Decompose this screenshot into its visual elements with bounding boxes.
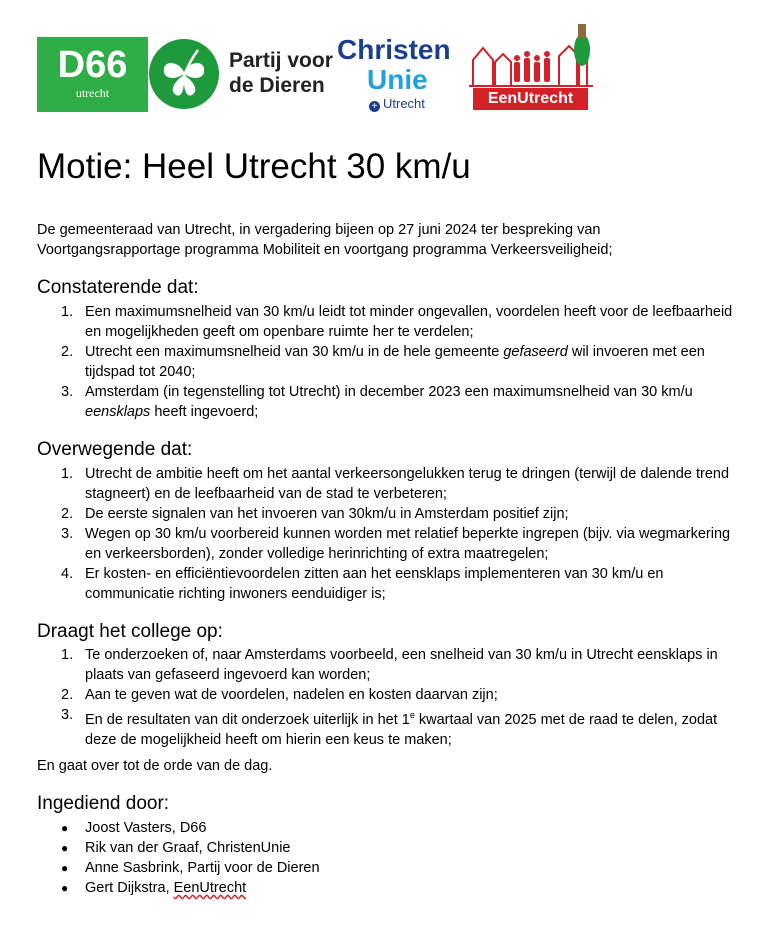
bullet-icon: ●: [61, 841, 69, 855]
d66-logo-name: D66: [57, 44, 128, 86]
item-number: 2.: [61, 506, 74, 522]
item-emphasis: eensklaps: [85, 404, 151, 420]
item-number: 1.: [61, 466, 74, 482]
list-item: [37, 685, 742, 705]
list-item: [37, 524, 742, 564]
item-number: 3.: [61, 707, 74, 723]
list-item: [37, 342, 742, 382]
eenutrecht-logo-label: EenUtrecht: [473, 88, 588, 110]
pvdd-line1: Partij voor: [229, 49, 333, 72]
item-text: Utrecht een maximumsnelheid van 30 km/u in de hele gemeente: [85, 344, 504, 360]
list-item: [37, 302, 742, 342]
constaterende-list: [37, 302, 742, 422]
closing-line: En gaat over tot de orde van de dag.: [37, 758, 273, 774]
submitter-name: Rik van der Graaf, ChristenUnie: [85, 840, 291, 856]
item-text: Te onderzoeken of, naar Amsterdams voorbeeld, een snelheid van 30 km/u in Utrecht eensklaps in plaats van gefaseerd ingevoerd kan worden;: [85, 647, 718, 683]
logo-bar: [37, 18, 607, 114]
pvdd-emblem-icon: [148, 38, 220, 110]
ingediend-list: [37, 818, 742, 898]
d66-logo: [37, 37, 148, 112]
list-item: [37, 838, 742, 858]
submitter-party-spellcheck: EenUtrecht: [173, 880, 247, 896]
list-item: [37, 504, 742, 524]
list-item: [37, 878, 742, 898]
item-number: 2.: [61, 687, 74, 703]
heading-draagt: Draagt het college op:: [37, 621, 223, 642]
bullet-icon: ●: [61, 861, 69, 875]
item-text: Utrecht de ambitie heeft om het aantal verkeersongelukken terug te dringen (terwijl de dalende trend stagneert) en de leefbaarheid van de stad te verbeteren;: [85, 466, 730, 502]
item-number: 3.: [61, 384, 74, 400]
list-item: [37, 858, 742, 878]
submitter-name: Anne Sasbrink, Partij voor de Dieren: [85, 860, 320, 876]
heading-overwegende: Overwegende dat:: [37, 439, 193, 460]
cu-plus-icon: +: [369, 101, 380, 112]
item-text: Wegen op 30 km/u voorbereid kunnen worden met relatief beperkte ingrepen (bijv. via wegmarkering en verkeersborden), zonder volledige herinrichting of extra maatregelen;: [85, 526, 731, 562]
heading-constaterende: Constaterende dat:: [37, 277, 199, 298]
item-number: 4.: [61, 566, 74, 582]
item-text: kwartaal van 2025 met de raad te delen, zodat deze de mogelijkheid heeft om hierin een keus te maken;: [85, 711, 718, 748]
item-number: 1.: [61, 304, 74, 320]
bullet-icon: ●: [61, 821, 69, 835]
list-item: [37, 818, 742, 838]
item-text: Een maximumsnelheid van 30 km/u leidt tot minder ongevallen, voordelen heeft voor de leefbaarheid en mogelijkheden geeft om openbare ruimte her te verdelen;: [85, 304, 733, 340]
list-item: [37, 645, 742, 685]
item-text: Aan te geven wat de voordelen, nadelen en kosten daarvan zijn;: [85, 687, 498, 703]
heading-ingediend: Ingediend door:: [37, 793, 170, 814]
page-title: Motie: Heel Utrecht 30 km/u: [37, 147, 471, 186]
overwegende-list: [37, 464, 742, 604]
cu-logo-line1: Christen: [337, 34, 451, 65]
cu-logo-sub: [369, 97, 425, 112]
d66-logo-sub: utrecht: [75, 86, 110, 100]
cu-logo-sub-text: Utrecht: [383, 96, 425, 111]
item-text: Er kosten- en efficiëntievoordelen zitten aan het eensklaps implementeren van 30 km/u en communicatie richting inwoners eenduidiger is;: [85, 566, 664, 602]
item-emphasis: gefaseerd: [503, 344, 568, 360]
item-number: 3.: [61, 526, 74, 542]
item-text: De eerste signalen van het invoeren van 30km/u in Amsterdam positief zijn;: [85, 506, 569, 522]
item-text: En de resultaten van dit onderzoek uiterlijk in het 1: [85, 711, 410, 728]
pvdd-line2: de Dieren: [229, 74, 325, 97]
submitter-name: Gert Dijkstra,: [85, 880, 174, 896]
item-text: Amsterdam (in tegenstelling tot Utrecht) in december 2023 een maximumsnelheid van 30 km/u: [85, 384, 693, 400]
item-number: 1.: [61, 647, 74, 663]
pvdd-logo-text: [229, 48, 333, 98]
bullet-icon: ●: [61, 881, 69, 895]
item-number: 2.: [61, 344, 74, 360]
draagt-list: [37, 645, 742, 750]
item-text: heeft ingevoerd;: [150, 404, 259, 420]
list-item: [37, 564, 742, 604]
item-superscript: e: [409, 710, 415, 720]
intro-paragraph: De gemeenteraad van Utrecht, in vergadering bijeen op 27 juni 2024 ter bespreking van Voortgangsrapportage programma Mobiliteit en voortgang programma Verkeersveiligheid;: [37, 222, 613, 258]
list-item: [37, 382, 742, 422]
list-item: [37, 464, 742, 504]
submitter-name: Joost Vasters, D66: [85, 820, 207, 836]
item-text: wil invoeren met een tijdspad tot 2040;: [85, 344, 705, 380]
cu-logo-line2: Unie: [367, 64, 428, 95]
list-item: [37, 705, 742, 750]
